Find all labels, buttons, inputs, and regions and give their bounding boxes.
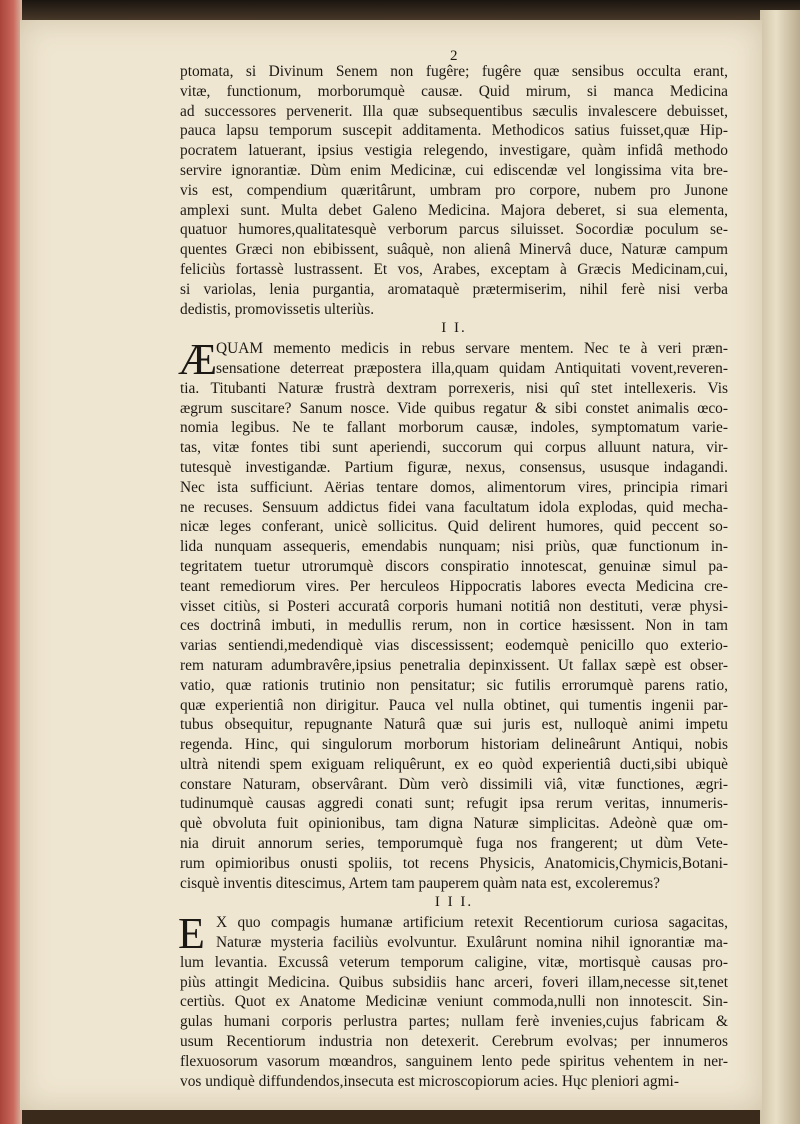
section-2-line: tudinumquè causas aggredi conati sunt; refugit ipsa rerum veritas, innumeris-: [180, 795, 728, 813]
section-2-line: tegritatem tuetur utrorumquè discors conspiratio innotescat, genuinæ simul pa-: [180, 557, 728, 575]
section-2-line: visset citiùs, si Posteri accuratâ corporis humani notitiâ non destituti, veræ physi-: [180, 597, 728, 615]
section-2-line: teant remediorum vires. Per herculeos Hippocratis labores evecta Medicina cre-: [180, 577, 728, 595]
section-3-line: usum Recentiorum industria non detexerit. Cerebrum evolvas; per innumeros: [180, 1033, 728, 1051]
paragraph-1-line: ad successores pervenerit. Illa quæ subsequentibus sæculis invalescere debuisset,: [180, 102, 728, 120]
paragraph-1-line: pocratem latuerant, ipsius vestigia relegendo, investigare, quàm infidâ methodo: [180, 142, 728, 160]
section-3-line: gulas humani corporis perlustra partes; nullam ferè invenies,cujus fabricam &: [180, 1013, 728, 1031]
section-2-line: tas, vitæ fontes tibi sunt aperiendi, succorum qui corpus alluunt natura, vir-: [180, 439, 728, 457]
section-3-line: vos undiquè diffundendos,insecuta est microscopiorum acies. Hųc pleniori agmi-: [180, 1072, 679, 1090]
section-2-line: vatio, quæ rationis trutinio non pensitatur; sic futilis errorumquè parens ratio,: [180, 676, 728, 694]
paragraph-1: [180, 62, 728, 319]
section-3-line: X quo compagis humanæ artificium retexit Recentiorum curiosa sagacitas,: [216, 914, 728, 932]
section-3-line: piùs attingit Medicina. Quibus subsidiis hanc arceri, foveri illam,necesse sit,tenet: [180, 973, 728, 991]
section-2-line: ne recuses. Sensuum addictus fidei vana facultatum idola explodas, quid mecha-: [180, 498, 728, 516]
section-2-line: rum opimioribus onusti spoliis, tot recens Physicis, Anatomicis,Chymicis,Botani-: [180, 854, 728, 872]
paragraph-1-line: si variolas, lenia purgantia, aromataquè prætermiserim, nihil ferè nisi verba: [180, 280, 728, 298]
section-2-line: què obvoluta fuit opinionibus, tam digna Naturæ simplicitas. Adeònè quæ om-: [180, 815, 728, 833]
section-2-line: tutesquè investigandæ. Partium figuræ, nexus, consensus, ususque indagandi.: [180, 458, 728, 476]
section-2-lines: [178, 335, 728, 893]
paragraph-1-line: amplexi sunt. Multa debet Galeno Medicina. Majora deberet, si sua elementa,: [180, 201, 728, 219]
book-binding-top: [0, 0, 800, 22]
paragraph-1-line: servire ignorantiæ. Dùm enim Medicinæ, cui ediscendæ vel longissima vita bre-: [180, 161, 728, 179]
section-2-line: ægrum suscitare? Sanum nosce. Vide quibus regatur & sibi constet animalis œco-: [180, 399, 728, 417]
section-2-line: varias sentiendi,medendiquè vias discessissent; eodemquè penicillo quo exterio-: [180, 637, 728, 655]
section-3-line: certiùs. Quot ex Anatome Medicinæ veniunt commoda,nulli non innotescit. Sin-: [180, 993, 728, 1011]
section-heading-3: I I I.: [434, 894, 474, 911]
section-2-line: constare Naturam, observârant. Dùm verò dissimili viâ, vitæ functiones, ægri-: [180, 775, 728, 793]
section-3-line: lum levantia. Excussâ veterum temporum caligine, vitæ, mortisquè causas pro-: [180, 953, 728, 971]
book-fore-edge-left: [0, 0, 22, 1124]
section-2-line: QUAM memento medicis in rebus servare mentem. Nec te à veri præn-: [216, 340, 728, 358]
drop-cap-e: E: [178, 909, 205, 959]
section-2-line: nicæ leges conferant, unicè sollicitus. Quid delirent humores, quid peccent so-: [180, 518, 728, 536]
paragraph-1-line: quentes Græci non ebibissent, suâquè, non alienâ Minervâ duce, Naturæ campum: [180, 241, 728, 259]
section-2-line: regenda. Hinc, qui singulorum morborum historiam delineârunt Antiqui, nobis: [180, 736, 728, 754]
section-3-body: [178, 909, 728, 1091]
paragraph-1-line: quatuor humores,qualitatesquè verborum parcus siluisset. Socordiæ poculum se-: [180, 221, 728, 239]
section-2-line: ultrà nitendi spem exiguam reliquêrunt, ex eo quòd experientiâ ducti,sibi ubiquè: [180, 755, 728, 773]
section-2-line: nomia legibus. Ne te fallant morborum causæ, indoles, symptomatum varie-: [180, 419, 728, 437]
drop-cap-ae: Æ: [178, 335, 218, 385]
paragraph-1-line: vis est, compendium quæritârunt, umbram pro corpore, nubem pro Junone: [180, 181, 728, 199]
section-3-line: flexuosorum vasorum mœandros, sanguinem lento pede spiritus vehentem in ner-: [180, 1052, 728, 1070]
text-block: [180, 62, 728, 1091]
section-2-line: tubus obsequitur, repugnante Naturâ quæ sui juris est, nulloquè animi impetu: [180, 716, 728, 734]
section-2-line: quæ experientiâ non dirigitur. Pauca vel nulla obtinet, qui tumentis ingenii par-: [180, 696, 728, 714]
section-2-line: ces doctrinâ imbuti, in medullis rerum, non in cortice hæsissent. Non in tam: [180, 617, 728, 635]
section-2-line: lida nunquam assequeris, emendabis nunquam; nisi priùs, quæ functionum in-: [180, 538, 728, 556]
book-fore-edge-right: [760, 10, 800, 1124]
section-2-line: sensatione deterreat præpostera illa,quam quidam Antiquitati vovent,reveren-: [216, 359, 728, 377]
section-heading-2: I I.: [441, 320, 467, 337]
page-number: 2: [450, 48, 458, 64]
paragraph-1-line: ptomata, si Divinum Senem non fugêre; fugêre quæ sensibus occulta erant,: [180, 63, 728, 80]
section-2-body: [178, 335, 728, 893]
section-2-line: tia. Titubanti Naturæ frustrà dextram porrexeris, nisi quî stet intellexeris. Vis: [180, 379, 728, 397]
paragraph-1-line: vitæ, functionum, morborumquè causæ. Quid mirum, si manca Medicina: [180, 82, 728, 100]
section-2-line: rem naturam adumbravêre,ipsius penetralia depinxissent. Ut fallax sæpè est obser-: [180, 656, 728, 674]
paragraph-1-line: pauca lapsu temporum suscepit additamenta. Methodicos satius fuisset,quæ Hip-: [180, 122, 728, 140]
section-2-line: cisquè inventis ditescimus, Artem tam pauperem quàm nata est, excoleremus?: [180, 874, 660, 892]
section-3-line: Naturæ mysteria faciliùs evolvuntur. Exulârunt nomina nihil ignorantiæ ma-: [216, 934, 728, 952]
section-2-line: Nec ista sufficiunt. Aërias tentare domos, alimentorum vires, principia rimari: [180, 478, 728, 496]
section-3-lines: [178, 909, 728, 1091]
section-2-line: nia diruit annorum series, temporumquè fuga nos frangerent; ut dùm Vete-: [180, 835, 728, 853]
paragraph-1-line: feliciùs fortassè lustrassent. Et vos, Arabes, exceptam à Græcis Medicinam,cui,: [180, 260, 728, 278]
paragraph-1-line: dedistis, promovissetis ulteriùs.: [180, 300, 375, 318]
